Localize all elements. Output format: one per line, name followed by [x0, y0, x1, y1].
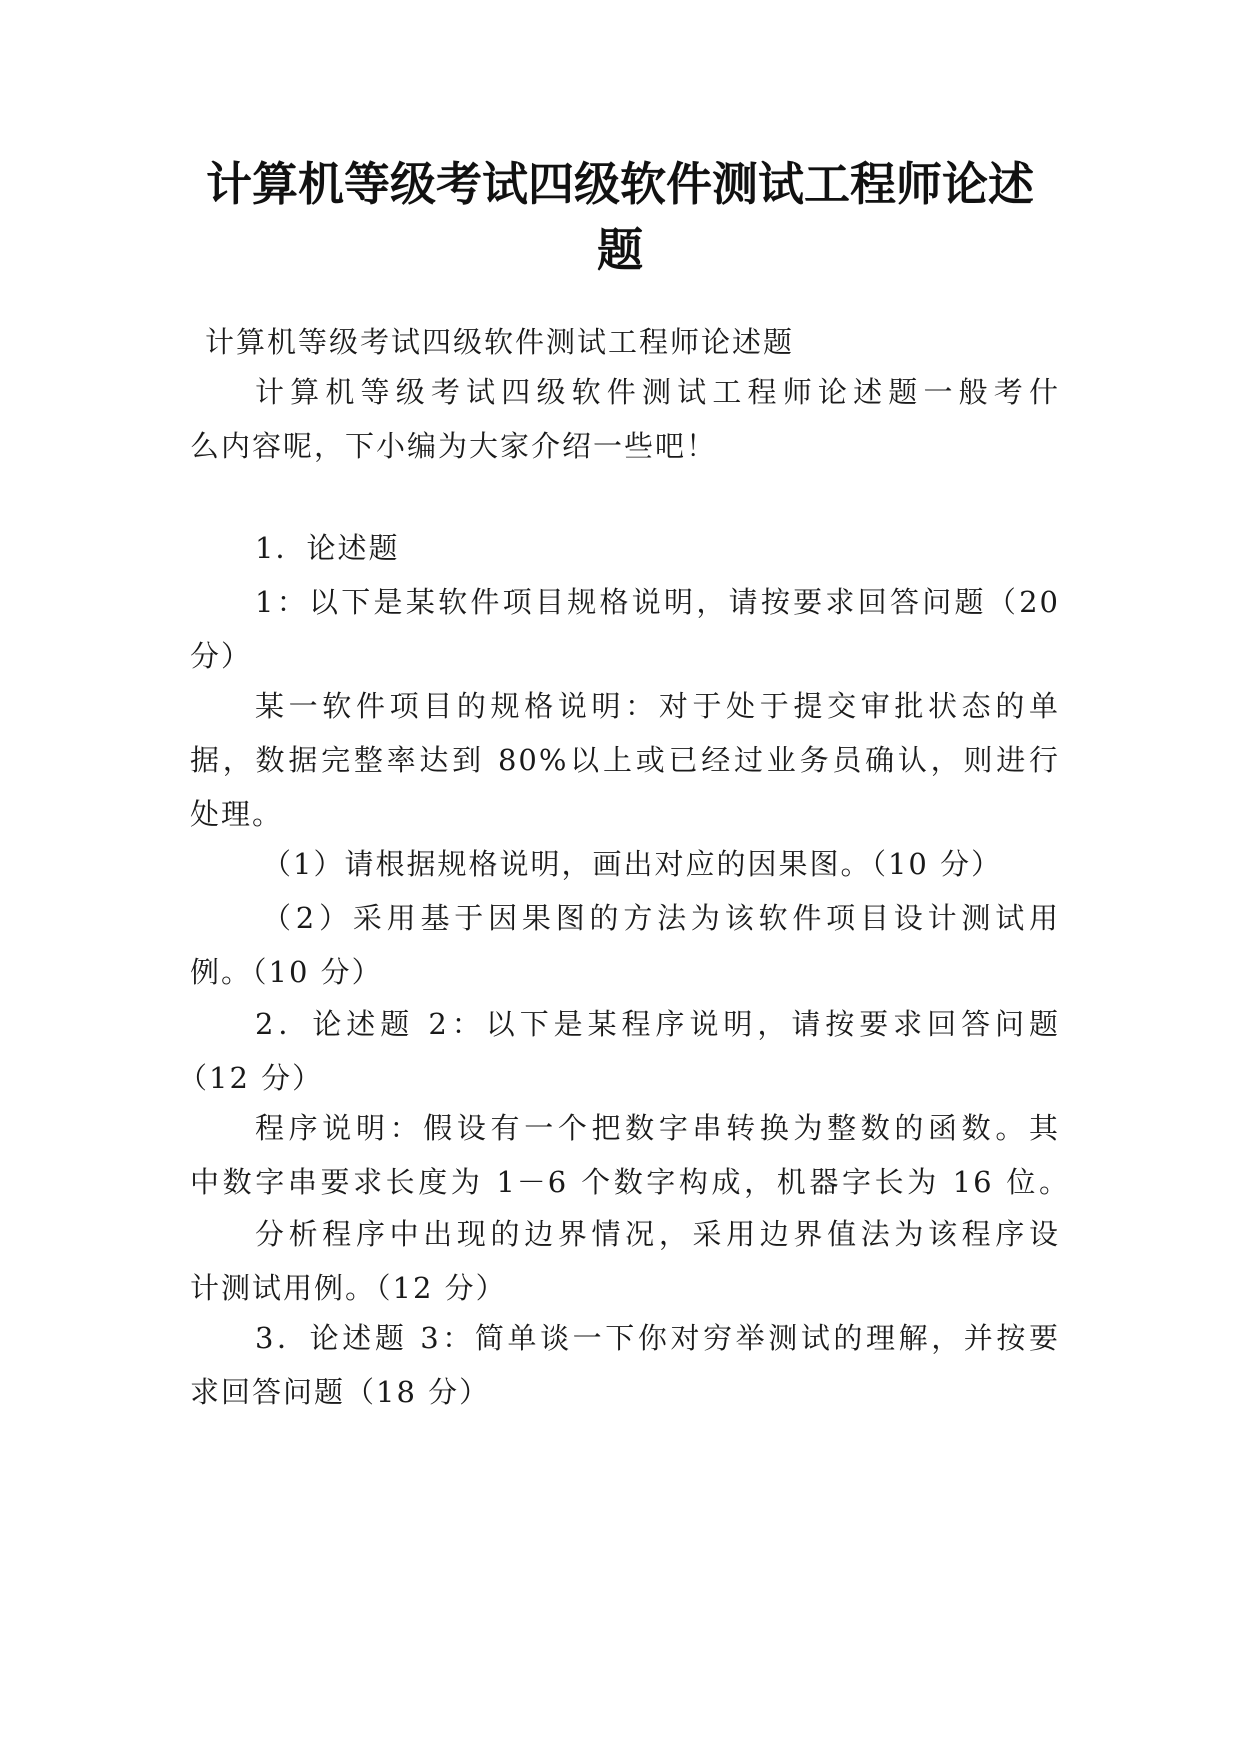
question-1-part-2-line-2: 例。（10 分） — [190, 955, 383, 989]
analysis-line-2: 计测试用例。（12 分） — [190, 1271, 507, 1305]
spec-line-1: 某一软件项目的规格说明：对于处于提交审批状态的单 — [255, 689, 1060, 723]
question-2-line-2: （12 分） — [178, 1061, 324, 1095]
spec-line-3: 处理。 — [190, 797, 284, 831]
document-title-line-1: 计算机等级考试四级软件测试工程师论述 — [206, 157, 1034, 211]
question-1-part-1: （1）请根据规格说明，画出对应的因果图。（10 分） — [262, 847, 1003, 881]
spec-line-2: 据，数据完整率达到 80%以上或已经过业务员确认，则进行 — [190, 743, 1060, 777]
program-desc-line-1: 程序说明：假设有一个把数字串转换为整数的函数。其 — [255, 1111, 1060, 1145]
question-2-line-1: 2．论述题 2：以下是某程序说明，请按要求回答问题 — [255, 1007, 1060, 1041]
question-1-part-2-line-1: （2）采用基于因果图的方法为该软件项目设计测试用 — [262, 901, 1060, 935]
question-1-line-1: 1：以下是某软件项目规格说明，请按要求回答问题（20 — [255, 585, 1060, 619]
program-desc-line-2: 中数字串要求长度为 1－6 个数字构成，机器字长为 16 位。 — [190, 1165, 1070, 1199]
question-1-line-2: 分） — [190, 639, 253, 673]
analysis-line-1: 分析程序中出现的边界情况，采用边界值法为该程序设 — [255, 1217, 1060, 1251]
document-title-line-2: 题 — [597, 223, 643, 277]
question-3-line-1: 3．论述题 3：简单谈一下你对穷举测试的理解，并按要 — [255, 1321, 1060, 1355]
intro-line-1: 计算机等级考试四级软件测试工程师论述题一般考什 — [255, 375, 1060, 409]
question-3-line-2: 求回答问题（18 分） — [190, 1375, 491, 1409]
section-heading: 1．论述题 — [255, 531, 400, 565]
intro-line-2: 么内容呢，下小编为大家介绍一些吧！ — [190, 429, 718, 463]
subtitle-line: 计算机等级考试四级软件测试工程师论述题 — [205, 325, 795, 359]
